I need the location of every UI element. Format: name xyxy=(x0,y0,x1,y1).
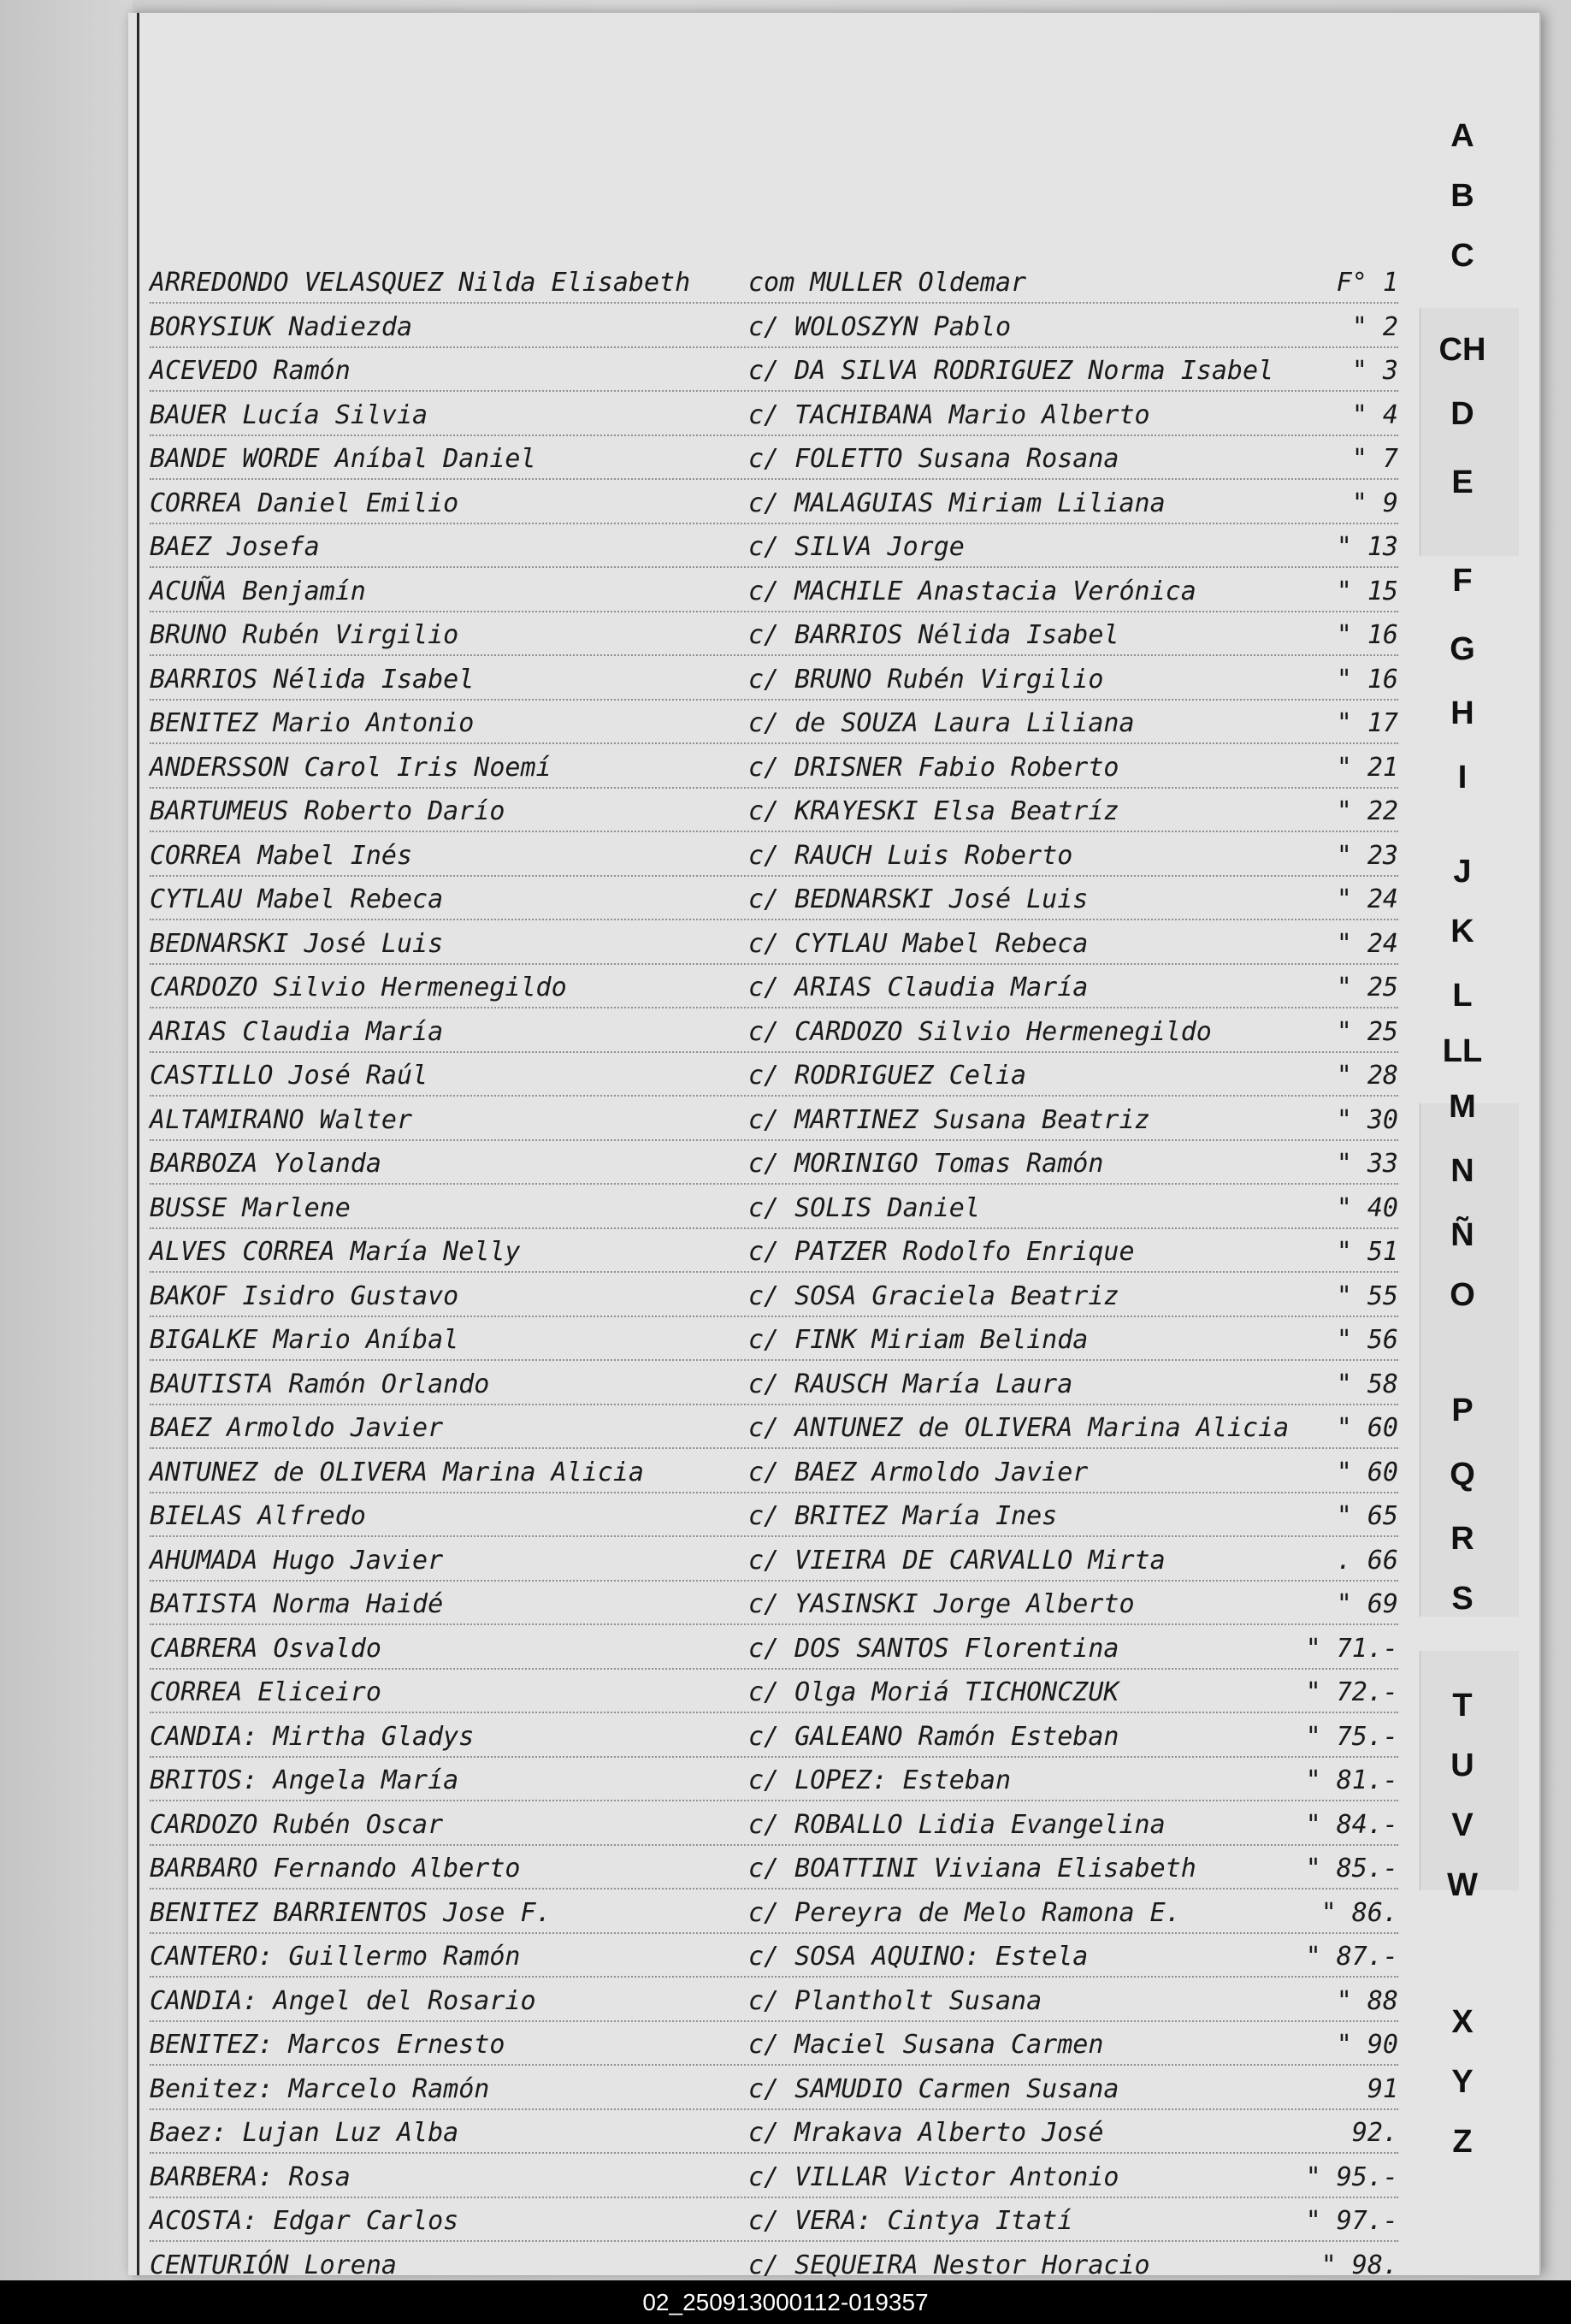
row-spouse: c/ BARRIOS Nélida Isabel xyxy=(748,620,1119,650)
row-folio: " 56 xyxy=(1336,1325,1398,1355)
row-folio: " 65 xyxy=(1336,1501,1398,1531)
ledger-row xyxy=(150,301,1398,348)
row-spouse: c/ Mrakava Alberto José xyxy=(748,2118,1104,2148)
index-tab[interactable]: Z xyxy=(1452,2124,1473,2160)
row-name: BRITOS: Angela María xyxy=(150,1765,459,1795)
row-folio: " 22 xyxy=(1336,796,1398,826)
ledger-row xyxy=(150,433,1398,480)
index-tab[interactable]: O xyxy=(1450,1277,1475,1313)
ledger-row xyxy=(150,521,1398,568)
row-folio: F° 1 xyxy=(1336,268,1398,298)
ledger-row xyxy=(150,2239,1398,2286)
index-tab[interactable]: N xyxy=(1450,1153,1474,1189)
row-folio: " 30 xyxy=(1336,1104,1398,1135)
row-name: BARBARO Fernando Alberto xyxy=(150,1854,521,1883)
row-name: BARBERA: Rosa xyxy=(150,2161,351,2192)
ledger-row xyxy=(150,1138,1398,1185)
row-name: ARIAS Claudia María xyxy=(150,1016,444,1047)
ledger-row xyxy=(150,1578,1398,1625)
index-tab[interactable]: Ñ xyxy=(1450,1217,1474,1253)
ledger-row xyxy=(150,1799,1398,1846)
row-folio: " 33 xyxy=(1336,1149,1398,1179)
index-tab[interactable]: F xyxy=(1452,563,1473,599)
ledger-row xyxy=(150,2107,1398,2154)
index-tab[interactable]: LL xyxy=(1442,1033,1483,1069)
ledger-row xyxy=(150,1754,1398,1801)
index-tab[interactable]: S xyxy=(1451,1581,1474,1617)
row-name: BENITEZ: Marcos Ernesto xyxy=(150,2030,505,2060)
index-tab[interactable]: J xyxy=(1453,854,1472,890)
ledger-row xyxy=(150,1623,1398,1670)
row-folio: " 28 xyxy=(1336,1061,1398,1091)
row-name: CANDIA: Angel del Rosario xyxy=(150,1985,536,2016)
row-folio: " 75.- xyxy=(1305,1721,1398,1752)
row-spouse: com MULLER Oldemar xyxy=(748,268,1027,298)
row-spouse: c/ BRITEZ María Ines xyxy=(748,1501,1058,1531)
row-folio: " 84.- xyxy=(1305,1809,1398,1840)
row-spouse: c/ MARTINEZ Susana Beatriz xyxy=(748,1104,1150,1135)
ledger-row xyxy=(150,785,1398,832)
margin-line xyxy=(137,13,139,2275)
ledger-row xyxy=(150,1842,1398,1889)
ledger-row xyxy=(150,1226,1398,1273)
ledger-row xyxy=(150,2063,1398,2110)
row-spouse: c/ VERA: Cintya Itatí xyxy=(748,2206,1073,2236)
row-folio: " 58 xyxy=(1336,1369,1398,1399)
row-spouse: c/ ROBALLO Lidia Evangelina xyxy=(748,1809,1166,1840)
row-spouse: c/ SEQUEIRA Nestor Horacio xyxy=(748,2250,1150,2280)
row-spouse: c/ MORINIGO Tomas Ramón xyxy=(748,1149,1104,1179)
row-folio: " 4 xyxy=(1351,399,1398,430)
index-tab[interactable]: Y xyxy=(1451,2064,1474,2100)
ledger-row xyxy=(150,257,1398,304)
row-spouse: c/ BAEZ Armoldo Javier xyxy=(748,1457,1089,1487)
index-tab[interactable]: L xyxy=(1452,978,1473,1014)
row-spouse: c/ GALEANO Ramón Esteban xyxy=(748,1721,1119,1752)
row-spouse: c/ FOLETTO Susana Rosana xyxy=(748,444,1119,474)
index-tab[interactable]: B xyxy=(1450,178,1474,214)
ledger-row xyxy=(150,961,1398,1008)
row-folio: " 16 xyxy=(1336,664,1398,695)
index-tab[interactable]: G xyxy=(1450,631,1475,667)
ledger-row xyxy=(150,609,1398,656)
ledger-row xyxy=(150,1887,1398,1934)
row-name: CANDIA: Mirtha Gladys xyxy=(150,1721,475,1752)
row-spouse: c/ BRUNO Rubén Virgilio xyxy=(748,664,1104,695)
row-folio: 92. xyxy=(1351,2118,1398,2148)
row-name: CANTERO: Guillermo Ramón xyxy=(150,1942,521,1972)
row-name: BAUTISTA Ramón Orlando xyxy=(150,1369,490,1399)
row-folio: " 51 xyxy=(1336,1237,1398,1267)
row-folio: " 21 xyxy=(1336,752,1398,783)
row-spouse: c/ KRAYESKI Elsa Beatríz xyxy=(748,796,1119,826)
row-spouse: c/ TACHIBANA Mario Alberto xyxy=(748,399,1150,430)
index-tab[interactable]: R xyxy=(1450,1521,1474,1557)
row-folio: " 25 xyxy=(1336,1016,1398,1047)
row-name: BARBOZA Yolanda xyxy=(150,1149,381,1179)
row-folio: " 90 xyxy=(1336,2030,1398,2060)
row-name: CENTURIÓN Lorena xyxy=(150,2250,397,2280)
row-folio: " 97.- xyxy=(1305,2206,1398,2236)
ledger-row xyxy=(150,1358,1398,1405)
index-tab[interactable]: U xyxy=(1450,1747,1474,1783)
row-name: BIGALKE Mario Aníbal xyxy=(150,1325,459,1355)
row-name: ARREDONDO VELASQUEZ Nilda Elisabeth xyxy=(150,268,691,298)
row-spouse: c/ BEDNARSKI José Luis xyxy=(748,884,1089,914)
row-name: CARDOZO Rubén Oscar xyxy=(150,1809,444,1840)
index-tab[interactable]: D xyxy=(1450,396,1474,432)
row-folio: " 60 xyxy=(1336,1413,1398,1443)
ledger-row xyxy=(150,1535,1398,1582)
row-name: BAUER Lucía Silvia xyxy=(150,399,428,430)
ledger-row xyxy=(150,918,1398,965)
row-name: BAKOF Isidro Gustavo xyxy=(150,1280,459,1311)
ledger-row xyxy=(150,1490,1398,1537)
ledger-row xyxy=(150,1446,1398,1493)
row-name: BENITEZ Mario Antonio xyxy=(150,708,475,738)
row-spouse: c/ SOLIS Daniel xyxy=(748,1192,980,1223)
row-spouse: c/ RAUCH Luis Roberto xyxy=(748,840,1073,871)
row-folio: " 9 xyxy=(1351,488,1398,518)
ledger-row xyxy=(150,565,1398,612)
ledger-row xyxy=(150,697,1398,744)
row-spouse: c/ PATZER Rodolfo Enrique xyxy=(748,1237,1135,1267)
row-name: ANDERSSON Carol Iris Noemí xyxy=(150,752,552,783)
ledger-row xyxy=(150,742,1398,789)
row-folio: " 15 xyxy=(1336,576,1398,606)
row-spouse: c/ CARDOZO Silvio Hermenegildo xyxy=(748,1016,1212,1047)
row-spouse: c/ FINK Miriam Belinda xyxy=(748,1325,1089,1355)
index-tab[interactable]: X xyxy=(1451,2004,1474,2040)
row-spouse: c/ RODRIGUEZ Celia xyxy=(748,1061,1027,1091)
row-name: CABRERA Osvaldo xyxy=(150,1633,381,1664)
row-name: BARTUMEUS Roberto Darío xyxy=(150,796,505,826)
row-name: BRUNO Rubén Virgilio xyxy=(150,620,459,650)
ledger-row xyxy=(150,1931,1398,1978)
ledger-row xyxy=(150,477,1398,524)
ledger-row xyxy=(150,653,1398,701)
row-folio: " 40 xyxy=(1336,1192,1398,1223)
row-folio: " 85.- xyxy=(1305,1854,1398,1883)
row-name: BAEZ Armoldo Javier xyxy=(150,1413,444,1443)
ledger-row xyxy=(150,2195,1398,2242)
index-tab[interactable]: K xyxy=(1450,914,1474,949)
reference-footer: 02_250913000112-019357 xyxy=(0,2280,1571,2324)
row-name: AHUMADA Hugo Javier xyxy=(150,1545,444,1576)
row-name: ACEVEDO Ramón xyxy=(150,356,351,386)
ledger-row xyxy=(150,873,1398,920)
index-tab[interactable]: I xyxy=(1457,760,1468,795)
index-tab[interactable]: CH xyxy=(1438,332,1486,368)
row-name: ANTUNEZ de OLIVERA Marina Alicia xyxy=(150,1457,644,1487)
row-name: CYTLAU Mabel Rebeca xyxy=(150,884,444,914)
row-name: ACUÑA Benjamín xyxy=(150,576,366,606)
row-spouse: c/ Pereyra de Melo Ramona E. xyxy=(748,1897,1181,1928)
index-tab[interactable]: C xyxy=(1450,238,1474,274)
row-name: Baez: Lujan Luz Alba xyxy=(150,2118,459,2148)
row-folio: " 81.- xyxy=(1305,1765,1398,1795)
adjacent-page xyxy=(0,0,133,2280)
row-spouse: c/ MACHILE Anastacia Verónica xyxy=(748,576,1196,606)
row-folio: " 7 xyxy=(1351,444,1398,474)
row-spouse: c/ Olga Moriá TICHONCZUK xyxy=(748,1677,1119,1707)
index-tab[interactable]: Q xyxy=(1450,1457,1475,1493)
ledger-row xyxy=(150,1711,1398,1758)
row-spouse: c/ Maciel Susana Carmen xyxy=(748,2030,1104,2060)
row-spouse: c/ SAMUDIO Carmen Susana xyxy=(748,2073,1119,2104)
row-folio: " 24 xyxy=(1336,928,1398,959)
row-name: BEDNARSKI José Luis xyxy=(150,928,444,959)
row-name: CARDOZO Silvio Hermenegildo xyxy=(150,973,567,1002)
row-name: CORREA Daniel Emilio xyxy=(150,488,459,518)
ledger-row xyxy=(150,1182,1398,1229)
ledger-row xyxy=(150,345,1398,392)
index-tab[interactable]: H xyxy=(1450,695,1474,731)
row-folio: " 87.- xyxy=(1305,1942,1398,1972)
ledger-row xyxy=(150,1975,1398,2022)
ledger-row xyxy=(150,830,1398,877)
row-name: BATISTA Norma Haidé xyxy=(150,1589,444,1619)
row-folio: " 55 xyxy=(1336,1280,1398,1311)
row-folio: " 3 xyxy=(1351,356,1398,386)
row-name: BARRIOS Nélida Isabel xyxy=(150,664,475,695)
alphabet-index-tabs xyxy=(1411,94,1514,2181)
row-name: CASTILLO José Raúl xyxy=(150,1061,428,1091)
ledger-row xyxy=(150,389,1398,436)
row-name: BENITEZ BARRIENTOS Jose F. xyxy=(150,1897,552,1928)
row-spouse: c/ VIEIRA DE CARVALLO Mirta xyxy=(748,1545,1166,1576)
ledger-row xyxy=(150,1050,1398,1097)
row-name: ACOSTA: Edgar Carlos xyxy=(150,2206,459,2236)
row-spouse: c/ YASINSKI Jorge Alberto xyxy=(748,1589,1135,1619)
index-tab[interactable]: E xyxy=(1451,464,1474,500)
ledger-row xyxy=(150,1270,1398,1317)
row-spouse: c/ WOLOSZYN Pablo xyxy=(748,311,1012,342)
ledger-row xyxy=(150,1666,1398,1713)
index-tab[interactable]: W xyxy=(1447,1867,1478,1903)
row-spouse: c/ SOSA Graciela Beatriz xyxy=(748,1280,1119,1311)
row-spouse: c/ VILLAR Victor Antonio xyxy=(748,2161,1119,2192)
row-folio: " 24 xyxy=(1336,884,1398,914)
ledger-row xyxy=(150,1006,1398,1053)
row-name: CORREA Mabel Inés xyxy=(150,840,413,871)
row-spouse: c/ RAUSCH María Laura xyxy=(748,1369,1073,1399)
index-tab[interactable]: A xyxy=(1450,118,1474,154)
row-spouse: c/ Plantholt Susana xyxy=(748,1985,1042,2016)
row-folio: " 69 xyxy=(1336,1589,1398,1619)
row-name: BUSSE Marlene xyxy=(150,1192,351,1223)
row-spouse: c/ ARIAS Claudia María xyxy=(748,973,1089,1002)
row-name: BANDE WORDE Aníbal Daniel xyxy=(150,444,536,474)
index-tab[interactable]: T xyxy=(1452,1688,1473,1724)
ledger-row xyxy=(150,2019,1398,2066)
row-spouse: c/ de SOUZA Laura Liliana xyxy=(748,708,1135,738)
row-folio: . 66 xyxy=(1336,1545,1398,1576)
row-folio: " 72.- xyxy=(1305,1677,1398,1707)
row-folio: " 2 xyxy=(1351,311,1398,342)
row-spouse: c/ BOATTINI Viviana Elisabeth xyxy=(748,1854,1196,1883)
row-spouse: c/ CYTLAU Mabel Rebeca xyxy=(748,928,1089,959)
ledger-row xyxy=(150,1094,1398,1141)
row-name: CORREA Eliceiro xyxy=(150,1677,381,1707)
row-spouse: c/ DRISNER Fabio Roberto xyxy=(748,752,1119,783)
row-folio: " 88 xyxy=(1336,1985,1398,2016)
row-name: BAEZ Josefa xyxy=(150,532,320,562)
ledger-row xyxy=(150,2151,1398,2198)
row-folio: " 95.- xyxy=(1305,2161,1398,2192)
row-name: ALTAMIRANO Walter xyxy=(150,1104,413,1135)
ledger-row xyxy=(150,1314,1398,1361)
index-tab[interactable]: P xyxy=(1451,1393,1474,1428)
row-folio: " 98. xyxy=(1320,2250,1398,2280)
row-spouse: c/ LOPEZ: Esteban xyxy=(748,1765,1012,1795)
row-spouse: c/ DA SILVA RODRIGUEZ Norma Isabel xyxy=(748,356,1274,386)
row-folio: " 16 xyxy=(1336,620,1398,650)
row-folio: 91 xyxy=(1367,2073,1398,2104)
row-spouse: c/ ANTUNEZ de OLIVERA Marina Alicia xyxy=(748,1413,1290,1443)
row-folio: " 86. xyxy=(1320,1897,1398,1928)
row-folio: " 23 xyxy=(1336,840,1398,871)
row-name: BIELAS Alfredo xyxy=(150,1501,366,1531)
row-name: Benitez: Marcelo Ramón xyxy=(150,2073,490,2104)
row-folio: " 17 xyxy=(1336,708,1398,738)
row-spouse: c/ SILVA Jorge xyxy=(748,532,965,562)
row-folio: " 60 xyxy=(1336,1457,1398,1487)
row-spouse: c/ DOS SANTOS Florentina xyxy=(748,1633,1119,1664)
row-folio: " 71.- xyxy=(1305,1633,1398,1664)
row-spouse: c/ SOSA AQUINO: Estela xyxy=(748,1942,1089,1972)
index-tab[interactable]: V xyxy=(1451,1807,1474,1843)
index-tab[interactable]: M xyxy=(1449,1089,1476,1125)
row-name: ALVES CORREA María Nelly xyxy=(150,1237,521,1267)
ledger-row xyxy=(150,1402,1398,1449)
row-folio: " 25 xyxy=(1336,973,1398,1002)
row-name: BORYSIUK Nadiezda xyxy=(150,311,413,342)
row-folio: " 13 xyxy=(1336,532,1398,562)
row-spouse: c/ MALAGUIAS Miriam Liliana xyxy=(748,488,1166,518)
